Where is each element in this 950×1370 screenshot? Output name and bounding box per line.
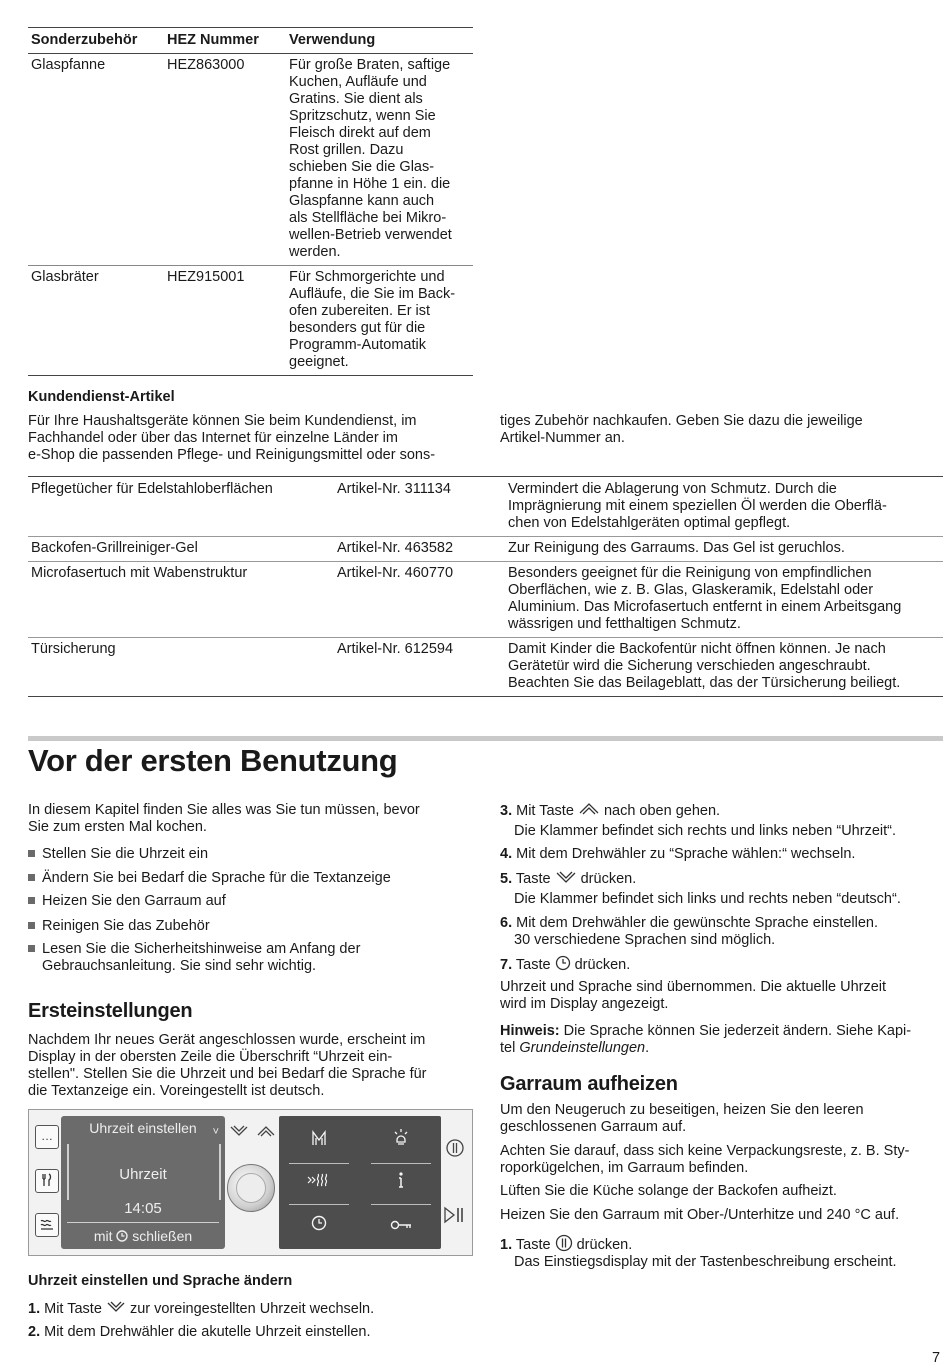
service-article-name: Microfasertuch mit Wabenstruktur <box>28 562 334 638</box>
heatup-line: Lüften Sie die Küche solange der Backofen aufheizt. <box>500 1183 837 1199</box>
first-settings-line: die Textanzeige ein. Voreingestellt ist deutsch. <box>28 1083 325 1099</box>
accessory-number: HEZ863000 <box>164 54 286 266</box>
bullet-text: Lesen Sie die Sicherheitshinweise am Anfang der <box>42 941 361 957</box>
heatup-line: roporkügelchen, im Garraum befinden. <box>500 1160 749 1176</box>
step-number: 5. <box>500 871 513 887</box>
bullet-item <box>28 918 210 935</box>
hint-text: tel <box>500 1040 516 1056</box>
service-article-description <box>505 562 943 638</box>
fork-knife-icon <box>40 1173 54 1187</box>
first-settings-line: Display in der obersten Zeile die Überschrift “Uhrzeit ein- <box>28 1049 393 1065</box>
step-text: drücken. <box>574 957 631 973</box>
step-text: Taste <box>515 871 551 887</box>
hint-box <box>500 1023 945 1057</box>
service-title: Kundendienst-Artikel <box>28 389 175 405</box>
accessory-usage-line: als Stellfläche bei Mikro- <box>289 210 447 226</box>
step-note: Die Klammer befindet sich rechts und links neben “Uhrzeit“. <box>514 823 896 839</box>
service-article-description-line: Oberflächen, wie z. B. Glas, Glaskeramik, Edelstahl oder <box>508 582 874 598</box>
step-note: 30 verschiedene Sprachen sind möglich. <box>514 932 776 948</box>
accessories-table <box>28 27 473 376</box>
accessory-name: Glaspfanne <box>28 54 164 266</box>
service-article-description-line: Vermindert die Ablagerung von Schmutz. Durch die <box>508 481 837 497</box>
hint-text: . <box>645 1040 650 1056</box>
control-panel-illustration <box>28 1109 473 1256</box>
display-header-text: Uhrzeit einstellen <box>89 1120 197 1136</box>
bullet-square-icon <box>28 945 35 952</box>
step-item <box>500 846 855 863</box>
bullet-item <box>28 870 391 887</box>
accessory-usage-line: Rost grillen. Dazu <box>289 142 404 158</box>
bullet-text: Stellen Sie die Uhrzeit ein <box>42 846 209 862</box>
display-footer-pre: mit <box>93 1228 113 1244</box>
accessory-usage-line: wellen-Betrieb verwendet <box>289 227 452 243</box>
service-article-number: Artikel-Nr. 463582 <box>334 537 505 562</box>
step-item <box>500 802 720 820</box>
service-article-description-line: Gerätetür wird die Sicherung verschieden angeschraubt. <box>508 658 871 674</box>
key-divider <box>289 1163 349 1164</box>
display-label: Uhrzeit <box>119 1166 167 1183</box>
accessories-header-usage: Verwendung <box>286 28 473 54</box>
step-number: 6. <box>500 915 513 931</box>
bullet-text: Reinigen Sie das Zubehör <box>42 918 210 934</box>
child-lock-key[interactable] <box>371 1210 431 1240</box>
service-articles-body <box>28 477 943 697</box>
service-article-number: Artikel-Nr. 311134 <box>334 477 505 537</box>
light-key[interactable] <box>371 1126 431 1156</box>
heatup-paragraph <box>500 1183 945 1200</box>
step-number: 7. <box>500 957 513 973</box>
step-text: drücken. <box>580 871 637 887</box>
accessories-header-name: Sonderzubehör <box>28 28 164 54</box>
program-key[interactable] <box>289 1126 349 1156</box>
heatup-line: geschlossenen Garraum auf. <box>500 1119 687 1135</box>
bullet-square-icon <box>28 897 35 904</box>
after-steps-text <box>500 979 945 1013</box>
chapter-divider <box>28 736 943 741</box>
service-article-name: Backofen-Grillreiniger-Gel <box>28 537 334 562</box>
service-article-row <box>28 537 943 562</box>
accessories-header-number: HEZ Nummer <box>164 28 286 54</box>
step-text: Mit dem Drehwähler zu “Sprache wählen:“ wechseln. <box>516 846 856 862</box>
step-number: 1. <box>500 1237 513 1253</box>
display-footer <box>61 1228 225 1244</box>
power-key[interactable] <box>445 1138 465 1163</box>
bullet-text: Ändern Sie bei Bedarf die Sprache für die Textanzeige <box>42 870 391 886</box>
heatup-line: Achten Sie darauf, dass sich keine Verpackungsreste, z. B. Sty- <box>500 1143 910 1159</box>
bullet-square-icon <box>28 850 35 857</box>
chevron-down-icon <box>106 1300 126 1314</box>
start-stop-key[interactable] <box>443 1206 467 1229</box>
accessory-usage <box>286 54 473 266</box>
service-intro-line: tiges Zubehör nachkaufen. Geben Sie dazu die jeweilige <box>500 413 863 429</box>
service-article-number: Artikel-Nr. 460770 <box>334 562 505 638</box>
service-articles-table <box>28 476 943 697</box>
chevron-up-icon <box>578 802 600 816</box>
service-article-description-line: Damit Kinder die Backofentür nicht öffnen können. Je nach <box>508 641 886 657</box>
accessory-usage-line: geeignet. <box>289 354 349 370</box>
service-article-row <box>28 562 943 638</box>
page-number: 7 <box>932 1350 941 1366</box>
service-intro-right <box>500 413 940 447</box>
down-key[interactable] <box>229 1124 249 1143</box>
lamp-icon <box>391 1127 411 1147</box>
step-text: Mit dem Drehwähler die gewünschte Sprache einstellen. <box>516 915 879 931</box>
accessory-usage-line: Für große Braten, saftige <box>289 57 451 73</box>
service-article-description-line: Aluminium. Das Microfasertuch entfernt in einem Arbeitsgang <box>508 599 902 615</box>
heatup-line: Um den Neugeruch zu beseitigen, heizen Sie den leeren <box>500 1102 864 1118</box>
key-divider <box>289 1204 349 1205</box>
step-text: zur voreingestellten Uhrzeit wechseln. <box>129 1301 375 1317</box>
service-article-name: Pflegetücher für Edelstahloberflächen <box>28 477 334 537</box>
chapter-title: Vor der ersten Benutzung <box>28 743 398 778</box>
service-intro-left <box>28 413 478 464</box>
service-article-description <box>505 638 943 697</box>
accessory-usage-line: ofen zubereiten. Er ist <box>289 303 431 319</box>
accessory-usage-line: Spritzschutz, wenn Sie <box>289 108 436 124</box>
service-article-description <box>505 537 943 562</box>
step-item <box>500 1234 632 1254</box>
accessory-row <box>28 266 473 376</box>
step-text: nach oben gehen. <box>603 803 721 819</box>
step-item <box>28 1300 374 1318</box>
service-article-description-line: wässrigen und fetthaltigen Schmutz. <box>508 616 741 632</box>
hint-link-chapter: Grundeinstellungen <box>519 1040 646 1056</box>
step-number: 1. <box>28 1301 41 1317</box>
step-text: Mit Taste <box>44 1301 102 1317</box>
after-steps-line: Uhrzeit und Sprache sind übernommen. Die aktuelle Uhrzeit <box>500 979 887 995</box>
heatup-paragraph <box>500 1102 945 1136</box>
timer-key[interactable] <box>289 1210 349 1240</box>
accessory-usage-line: Fleisch direkt auf dem <box>289 125 431 141</box>
service-article-row <box>28 477 943 537</box>
chevron-down-icon <box>229 1124 249 1138</box>
key-icon <box>390 1219 412 1231</box>
chevron-down-icon: ˅ <box>212 1126 219 1138</box>
hint-label: Hinweis: <box>500 1023 560 1039</box>
service-intro-line: Für Ihre Haushaltsgeräte können Sie beim Kundendienst, im <box>28 413 417 429</box>
oven-mode-button[interactable] <box>35 1213 59 1237</box>
display-divider <box>67 1222 219 1223</box>
accessory-usage <box>286 266 473 376</box>
up-key[interactable] <box>256 1124 276 1143</box>
accessory-number: HEZ915001 <box>164 266 286 376</box>
chapter-intro <box>28 802 478 836</box>
bullet-text: Heizen Sie den Garraum auf <box>42 893 226 909</box>
service-article-number: Artikel-Nr. 612594 <box>334 638 505 697</box>
time-language-subheading: Uhrzeit einstellen und Sprache ändern <box>28 1273 293 1289</box>
accessory-name: Glasbräter <box>28 266 164 376</box>
heatup-line: Heizen Sie den Garraum mit Ober-/Unterhitze und 240 °C auf. <box>500 1207 900 1223</box>
accessories-table-body <box>28 54 473 376</box>
bullet-item <box>28 846 208 863</box>
step-item <box>500 955 630 974</box>
step-text: Taste <box>515 957 551 973</box>
function-keys-panel <box>279 1116 441 1249</box>
chapter-intro-line: Sie zum ersten Mal kochen. <box>28 819 207 835</box>
rotary-knob-center <box>236 1173 266 1203</box>
step-number: 2. <box>28 1324 41 1340</box>
step-number: 3. <box>500 803 513 819</box>
accessory-usage-line: pfanne in Höhe 1 ein. die <box>289 176 451 192</box>
accessory-usage-line: besonders gut für die <box>289 320 426 336</box>
service-article-name: Türsicherung <box>28 638 334 697</box>
service-article-description-line: chen von Edelstahlgeräten optimal gepflegt. <box>508 515 791 531</box>
bullet-item <box>28 893 226 910</box>
display-footer-post: schließen <box>132 1228 193 1244</box>
step-item <box>28 1324 371 1341</box>
clock-icon <box>555 955 571 971</box>
accessory-usage-line: Kuchen, Aufläufe und <box>289 74 427 90</box>
chapter-intro-line: In diesem Kapitel finden Sie alles was Sie tun müssen, bevor <box>28 802 420 818</box>
first-settings-line: Nachdem Ihr neues Gerät angeschlossen wurde, erscheint im <box>28 1032 426 1048</box>
key-divider <box>371 1204 431 1205</box>
clock-icon <box>311 1215 327 1231</box>
service-intro-line: e-Shop die passenden Pflege- und Reinigungsmittel oder sons- <box>28 447 436 463</box>
display-screen <box>61 1116 225 1249</box>
bullet-square-icon <box>28 874 35 881</box>
chevron-down-icon <box>555 870 577 884</box>
accessory-usage-line: Gratins. Sie dient als <box>289 91 423 107</box>
info-icon <box>396 1171 406 1189</box>
service-article-description <box>505 477 943 537</box>
first-settings-title: Ersteinstellungen <box>28 1000 193 1022</box>
accessory-usage-line: Aufläufe, die Sie im Back- <box>289 286 456 302</box>
service-article-description-line: Beachten Sie das Beilageblatt, das der Türsicherung beiliegt. <box>508 675 901 691</box>
hint-text: Die Sprache können Sie jederzeit ändern. Siehe Kapi- <box>563 1023 912 1039</box>
heat-waves-icon <box>40 1217 54 1231</box>
accessory-usage-line: werden. <box>289 244 341 260</box>
fork-knife-button[interactable] <box>35 1169 59 1193</box>
step-text: Taste <box>515 1237 551 1253</box>
heatup-paragraph <box>500 1143 945 1177</box>
service-intro-line: Fachhandel oder über das Internet für einzelne Länder im <box>28 430 398 446</box>
fast-heat-key[interactable] <box>289 1168 349 1198</box>
bullet-item <box>28 941 360 975</box>
step-text: Mit Taste <box>516 803 574 819</box>
power-icon <box>445 1138 465 1158</box>
step-note: Das Einstiegsdisplay mit der Tastenbeschreibung erscheint. <box>514 1254 897 1270</box>
clock-icon <box>116 1230 128 1242</box>
first-settings-text <box>28 1032 478 1100</box>
play-pause-icon <box>443 1206 467 1224</box>
bullet-text: Gebrauchsanleitung. Sie sind sehr wichtig. <box>42 958 317 974</box>
key-divider <box>371 1163 431 1164</box>
accessory-usage-line: Programm-Automatik <box>289 337 426 353</box>
accessory-usage-line: Glaspfanne kann auch <box>289 193 435 209</box>
heatup-paragraph <box>500 1207 945 1224</box>
service-article-description-line: Besonders geeignet für die Reinigung von empfindlichen <box>508 565 872 581</box>
after-steps-line: wird im Display angezeigt. <box>500 996 669 1012</box>
heatup-title: Garraum aufheizen <box>500 1073 678 1095</box>
service-article-description-line: Zur Reinigung des Garraums. Das Gel ist geruchlos. <box>508 540 845 556</box>
step-note: Die Klammer befindet sich links und rechts neben “deutsch“. <box>514 891 901 907</box>
info-key[interactable] <box>371 1168 431 1198</box>
display-time-value: 14:05 <box>124 1200 162 1217</box>
fast-heat-icon <box>307 1172 331 1188</box>
m-program-icon <box>310 1129 328 1147</box>
step-text: Mit dem Drehwähler die akutelle Uhrzeit einstellen. <box>44 1324 371 1340</box>
step-item <box>500 915 878 932</box>
service-article-row <box>28 638 943 697</box>
service-article-description-line: Imprägnierung mit einem speziellen Öl werden die Oberflä- <box>508 498 887 514</box>
first-settings-line: stellen". Stellen Sie die Uhrzeit und bei Bedarf die Sprache für <box>28 1066 427 1082</box>
step-text: drücken. <box>576 1237 633 1253</box>
display-header <box>61 1119 225 1137</box>
service-intro-line: Artikel-Nummer an. <box>500 430 625 446</box>
power-icon <box>555 1234 573 1252</box>
accessory-row <box>28 54 473 266</box>
accessory-usage-line: schieben Sie die Glas- <box>289 159 435 175</box>
step-number: 4. <box>500 846 513 862</box>
rotary-knob[interactable] <box>227 1164 275 1212</box>
bullet-square-icon <box>28 922 35 929</box>
accessory-usage-line: Für Schmorgerichte und <box>289 269 445 285</box>
menu-dots-button[interactable]: … <box>35 1125 59 1149</box>
chevron-up-icon <box>256 1124 276 1138</box>
step-item <box>500 870 636 888</box>
